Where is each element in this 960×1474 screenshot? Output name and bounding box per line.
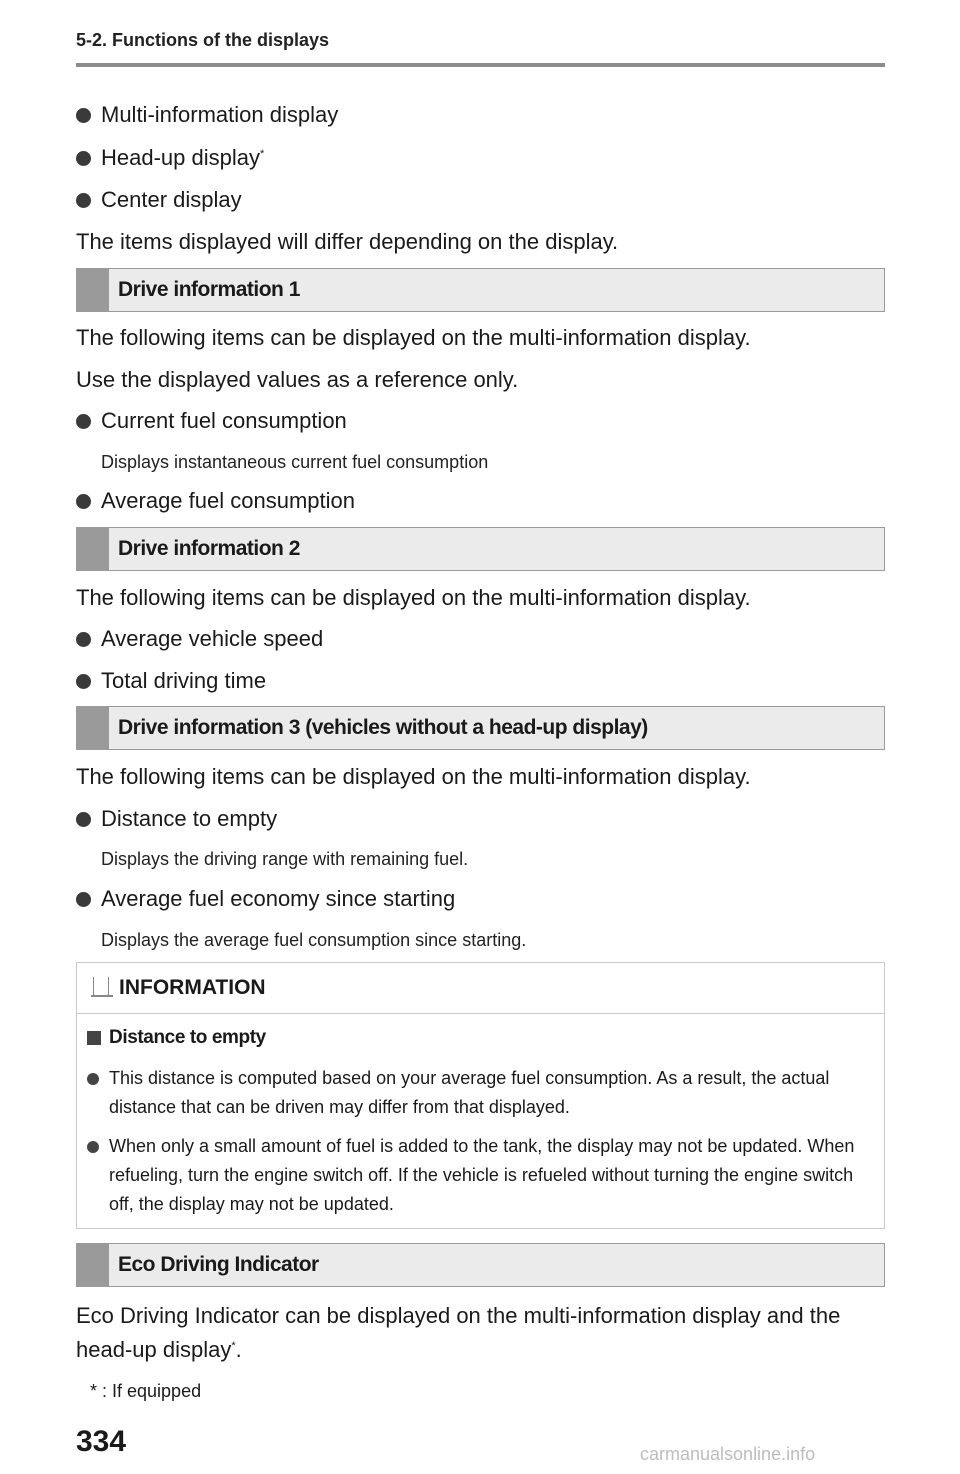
information-title: INFORMATION [119, 976, 266, 999]
section-heading-drive-info-1 [76, 268, 885, 312]
section-title: Drive information 3 (vehicles without a head-up display) [118, 716, 648, 739]
information-bullet-text: This distance is computed based on your average fuel consumption. As a result, the actual distance that can be driven may differ from that displayed. [109, 1068, 830, 1117]
intro-note: The items displayed will differ depending on the display. [76, 229, 619, 254]
bullet-average-fuel-economy [76, 885, 455, 913]
section1-para2: Use the displayed values as a reference only. [76, 367, 519, 392]
section4-para-line2: head-up display [76, 1337, 232, 1362]
bullet-current-fuel-consumption [76, 407, 347, 435]
section-heading-drive-info-2 [76, 527, 885, 571]
square-bullet-icon [87, 1031, 101, 1045]
bullet-text: Head-up display [101, 145, 260, 170]
section-heading-eco-driving-indicator [76, 1243, 885, 1287]
page-header: 5-2. Functions of the displays [76, 30, 330, 50]
footnote-marker: * [231, 1340, 236, 1352]
section-bar [77, 269, 109, 311]
information-bullet-text: When only a small amount of fuel is added to the tank, the display may not be updated. When refueling, turn the engine switch off. If the vehicle is refueled without turning the engine switch off, the display may not be updated. [109, 1136, 855, 1214]
bullet-dot [76, 151, 91, 166]
footnote: * : If equipped [90, 1381, 202, 1401]
bullet-distance-to-empty [76, 805, 277, 833]
section4-para-end: . [235, 1337, 242, 1362]
bullet-dot [76, 414, 91, 429]
bullet-average-vehicle-speed [76, 625, 323, 653]
bullet-dot [76, 892, 91, 907]
note-icon [91, 977, 113, 999]
section-bar [77, 1244, 109, 1286]
section-bar [77, 528, 109, 570]
bullet-multi-information-display [76, 101, 338, 129]
section4-para [76, 1299, 885, 1367]
information-box [76, 962, 885, 1229]
footnote-marker: * [259, 148, 265, 160]
section3-para: The following items can be displayed on the multi-information display. [76, 764, 751, 789]
information-bullet [87, 1064, 867, 1122]
section-title: Drive information 2 [118, 537, 300, 560]
bullet-dot [87, 1141, 99, 1153]
subheading-text: Distance to empty [109, 1027, 266, 1048]
bullet-head-up-display [76, 144, 264, 172]
bullet-dot [76, 193, 91, 208]
bullet-total-driving-time [76, 667, 266, 695]
page-number: 334 [76, 1425, 127, 1458]
bullet-text: Multi-information display [101, 102, 339, 127]
bullet-dot [76, 674, 91, 689]
bullet-text: Average fuel economy since starting [101, 886, 456, 911]
section1-para1: The following items can be displayed on the multi-information display. [76, 325, 751, 350]
section4-para-line1: Eco Driving Indicator can be displayed on the multi-information display and the [76, 1303, 841, 1328]
bullet-text: Distance to empty [101, 806, 278, 831]
bullet-dot [76, 494, 91, 509]
header-rule [76, 63, 885, 67]
bullet-text: Center display [101, 187, 242, 212]
bullet-description: Displays the average fuel consumption since starting. [101, 930, 527, 950]
information-bullet [87, 1132, 867, 1219]
bullet-text: Total driving time [101, 668, 267, 693]
section-title: Drive information 1 [118, 278, 300, 301]
information-header [77, 963, 884, 1014]
bullet-description: Displays the driving range with remaining fuel. [101, 849, 469, 869]
bullet-average-fuel-consumption [76, 487, 355, 515]
bullet-text: Current fuel consumption [101, 408, 347, 433]
bullet-center-display [76, 186, 242, 214]
bullet-dot [76, 812, 91, 827]
section2-para: The following items can be displayed on the multi-information display. [76, 585, 751, 610]
bullet-dot [87, 1073, 99, 1085]
bullet-text: Average vehicle speed [101, 626, 324, 651]
section-bar [77, 707, 109, 749]
bullet-text: Average fuel consumption [101, 488, 355, 513]
bullet-dot [76, 632, 91, 647]
section-title: Eco Driving Indicator [118, 1253, 319, 1276]
bullet-dot [76, 108, 91, 123]
bullet-description: Displays instantaneous current fuel consumption [101, 452, 489, 472]
information-subheading [87, 1027, 266, 1049]
watermark: carmanualsonline.info [640, 1444, 816, 1464]
section-heading-drive-info-3 [76, 706, 885, 750]
